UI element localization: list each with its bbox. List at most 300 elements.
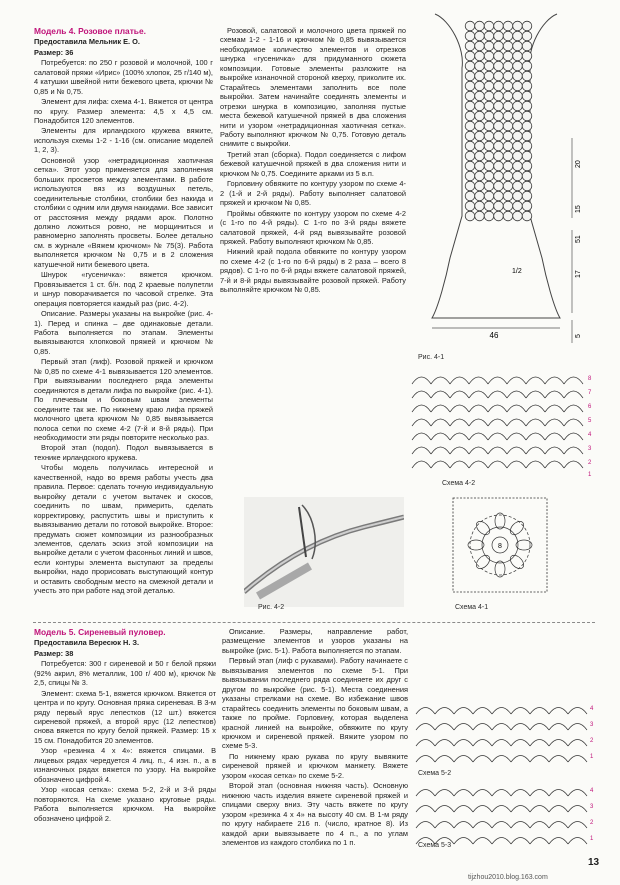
scheme-arch [568,806,587,813]
scheme-arch [473,724,492,731]
pattern-element-circle [503,201,513,211]
pattern-element-circle [503,131,513,141]
scheme-arch [507,433,526,440]
scheme-arch [488,405,507,412]
svg-text:3: 3 [588,446,592,452]
scheme-arch [568,790,587,797]
pattern-element-circle [475,161,485,171]
pattern-element-circle [475,111,485,121]
scheme-arch [412,405,431,412]
pattern-element-circle [484,171,494,181]
pattern-element-circle [513,141,523,151]
pattern-element-circle [494,101,504,111]
scheme-arch [564,391,583,398]
model4-neckline: Горловину обвяжите по контуру узором по схеме 4-2 (1-й и 2-й ряды). Работу выполняет салатовой пряжей и крючком № 0,85. [220,179,406,208]
model5-rib: Узор «резинка 4 х 4»: вяжется спицами. В лицевых рядах чередуется 4 лиц. п., 4 изн. п., а в изнаночных рядах вяжется по узору. На выкройке обозначено цифрой 4. [34,746,216,784]
model4-materials: Потребуется: по 250 г розовой и молочной, 100 г салатовой пряжи «Ирис» (100% хлопок, 25 г/140 м), 4 катушки швейной нити бежевого цвета, крючки № 0,85 и № 0,75. [34,58,213,96]
model4-stage2: Второй этап (подол). Подол вывязывается в технике ирландского кружева. [34,443,213,462]
svg-text:5: 5 [588,418,592,424]
scheme-petal [468,540,484,550]
scheme-arch [435,724,454,731]
scheme-petal [474,553,492,571]
pattern-element-circle [465,101,475,111]
scheme-arch [549,724,568,731]
pattern-element-circle [503,51,513,61]
scheme-arch [454,790,473,797]
scheme-arch [568,740,587,747]
scheme-arch [450,405,469,412]
pattern-element-circle [465,81,475,91]
scheme-arch [507,391,526,398]
svg-text:7: 7 [588,390,592,396]
scheme-4-2 [408,366,598,481]
scheme-arch [416,806,435,813]
scheme-arch [511,756,530,763]
scheme-arch [530,756,549,763]
pattern-element-circle [513,151,523,161]
scheme-arch [545,405,564,412]
scheme-arch [469,447,488,454]
pattern-element-circle [503,101,513,111]
scheme-arch [530,838,549,845]
pattern-element-circle [494,111,504,121]
pattern-element-circle [513,31,523,41]
pattern-element-circle [475,191,485,201]
pattern-element-circle [522,141,532,151]
scheme-arch [545,377,564,384]
pattern-element-circle [475,71,485,81]
scheme-arch [469,419,488,426]
pattern-element-circle [465,31,475,41]
scheme-petal [508,519,526,537]
pattern-element-circle [475,51,485,61]
pattern-element-circle [484,61,494,71]
pattern-element-circle [513,181,523,191]
scheme-arch [435,708,454,715]
pattern-element-circle [513,91,523,101]
pattern-element-circle [513,111,523,121]
pattern-element-circle [484,121,494,131]
pattern-element-circle [522,21,532,31]
pattern-element-circle [522,101,532,111]
pattern-element-circle [513,191,523,201]
pattern-element-circle [484,211,494,221]
scheme-petal [516,540,532,550]
scheme-arch [545,419,564,426]
caption-scheme-5-3: Схема 5-3 [418,842,452,849]
pattern-element-circle [522,91,532,101]
scheme-arch [511,724,530,731]
pattern-element-circle [503,31,513,41]
svg-text:4: 4 [590,788,594,794]
svg-text:2: 2 [590,738,594,744]
pattern-element-circle [484,191,494,201]
pattern-element-circle [484,131,494,141]
pattern-element-circle [475,151,485,161]
model4-stage2-composition: Розовой, салатовой и молочного цвета пряжей по схемам 1-2 - 1-16 и крючком № 0,85 вывязывается необходимое количество элементов и отрезков шнурка «гусеничка» для придуманного сюжета композиции. Готовые элементы разложите на выкройке изнаночной стороной кверху, приколите их. Старайтесь элементами заполнить все поле выкройки. Затем начинайте соединять элементы и отрезки шнурка в композицию, заполняя пустые места бежевой катушечной пряжей в два сложения нити и узором «нетрадиционная хаотичная сетка». Работу выполняют крючком № 0,75. Готовую деталь снимите с выкройки. [220,26,406,149]
pattern-element-circle [494,131,504,141]
scheme-arch [473,790,492,797]
model4-stage3: Третий этап (сборка). Подол соединяется с лифом бежевой катушечной пряжей в два сложения нити и крючком № 0,75. Соедините арками из 5 в.п. [220,149,406,178]
pattern-dim-15: 15 [575,205,582,213]
scheme-arch [526,391,545,398]
scheme-arch [416,740,435,747]
scheme-arch [450,419,469,426]
scheme-arch [454,756,473,763]
scheme-petal [495,513,505,529]
caption-fig-4-2: Рис. 4-2 [258,604,285,611]
pattern-element-circle [522,181,532,191]
pattern-element-circle [475,31,485,41]
pattern-element-circle [465,61,475,71]
scheme-arch [435,740,454,747]
svg-text:3: 3 [590,722,594,728]
scheme-arch [526,461,545,468]
pattern-element-circle [465,21,475,31]
scheme-arch [511,708,530,715]
pattern-element-circle [522,41,532,51]
scheme-arch [530,822,549,829]
pattern-element-circle [465,141,475,151]
pattern-element-circle [494,161,504,171]
scheme-arch [488,461,507,468]
pattern-element-circle [475,131,485,141]
pattern-element-circle [465,91,475,101]
pattern-element-circle [513,201,523,211]
scheme-arch [526,405,545,412]
model4-stage2-rules: Чтобы модель получилась интересной и качественной, надо во время работы учесть два правила. Первое: сделать точную индивидуальную выкройку детали с учетом вытачек и скосов, соединить по швам, примерить, сделать корректировку, распустить швы и приступить к вывязыванию детали по готовой выкройке. Второе: предумать сюжет композиции из разнообразных элементов, сделать эскиз этой композиции на выкройке детали с учетом фасонных линий и швов, если контуры элемента выступают за пределы выкройки, надо прорисовать выступающий контур и оставить свободным место на смежной детали и учесть это при работе над этой деталью. [34,463,213,596]
scheme-arch [511,790,530,797]
pattern-dim-5: 5 [575,334,582,338]
scheme-arch [530,790,549,797]
pattern-element-circle [494,71,504,81]
pattern-element-circle [484,21,494,31]
pattern-element-circle [494,31,504,41]
scheme-arch [450,461,469,468]
model4-hem: Нижний край подола обвяжите по контуру узором по схеме 4-2 (с 1-го по 6-й ряды) в 2 раза – всего 8 рядов). С 1-го по 6-й ряды вяжете салатовой пряжей, 7-й и 8-й ряды вывязывайте розовой пряжей. Работу выполняйте крючком № 0,85. [220,247,406,295]
scheme-arch [412,433,431,440]
scheme-arch [412,461,431,468]
pattern-element-circle [513,61,523,71]
pattern-element-circle [503,111,513,121]
pattern-element-circle [475,101,485,111]
pattern-element-circle [465,181,475,191]
pattern-element-circle [484,151,494,161]
scheme-center-label: 8 [498,543,502,550]
pattern-element-circle [513,121,523,131]
scheme-arch [549,708,568,715]
pattern-element-circle [522,211,532,221]
scheme-arch [507,377,526,384]
pattern-dim-17: 17 [575,270,582,278]
pattern-element-circle [503,81,513,91]
scheme-arch [511,838,530,845]
pattern-element-circle [475,91,485,101]
pattern-element-circle [475,211,485,221]
scheme-arch [469,377,488,384]
svg-text:3: 3 [590,804,594,810]
scheme-arch [473,740,492,747]
scheme-arch [488,447,507,454]
pattern-element-circle [465,131,475,141]
pattern-element-circle [513,161,523,171]
model5-net: Узор «косая сетка»: схема 5-2, 2-й и 3-й ряды повторяются. На схеме указано круговые ряды. Работа выполняется крючком. На выкройке обозначено цифрой 2. [34,785,216,823]
pattern-element-circle [522,131,532,141]
pattern-element-circle [494,151,504,161]
pattern-element-circle [494,191,504,201]
scheme-arch [412,419,431,426]
pattern-element-circle [503,61,513,71]
scheme-arch [469,461,488,468]
scheme-arch [454,708,473,715]
scheme-arch [530,708,549,715]
scheme-5-2 [412,698,602,768]
model4-stage1: Первый этап (лиф). Розовой пряжей и крючком № 0,85 по схеме 4-1 вывязывается 120 элементов. При вывязывании последнего ряда элементы соединяются в детали лифа по выкройке (рис. 4-1). По плечевым и боковым швам элементы соедините так же. По нижнему краю лифа пряжей молочного цвета крючком № 0,85 вывязывается полоса сетки по схеме 4-2 (7-й и 8-й ряды). При необходимости эти ряды повторите несколько раз. [34,357,213,442]
model5-element: Элемент: схема 5-1, вяжется крючком. Вяжется от центра и по кругу. Основная пряжа сиреневая. В 3-м ряду первый ярус лепестков (12 шт.) вяжется сиреневой пряжей, а второй ярус (12 лепестков) снова вяжется по кругу белой пряжей. Размер: 15 х 15 см. Понадобится 20 элементов. [34,688,216,745]
scheme-arch [488,391,507,398]
pattern-element-circle [503,121,513,131]
pattern-element-circle [484,161,494,171]
dress-pattern [410,8,610,368]
model5-stage1: Первый этап (лиф с рукавами). Работу начинаете с вывязывания элементов по схеме 5-1. При вывязывании последнего ряда соединяете их друг с другом по выкройке (рис. 5-1). Места соединения указаны стрелками на схеме. Во избежание швов старайтесь соединить элементы по боковым швам, а также по пройме. Горловину, которая выделена красной линией на выкройке, обвяжите по кругу крючком и сиреневой пряжей. Вяжите узором по схеме 5-3. [222,656,408,751]
pattern-element-circle [465,201,475,211]
scheme-arch [549,790,568,797]
scheme-arch [549,756,568,763]
scheme-arch [454,806,473,813]
scheme-arch [492,790,511,797]
section-divider [33,622,595,623]
model5-cuff: По нижнему краю рукава по кругу вывяжите сиреневой пряжей и крючком манжету. Вяжете узором «косая сетка» по схеме 5-2. [222,751,408,780]
scheme-arch [488,377,507,384]
pattern-element-circle [465,171,475,181]
scheme-arch [564,419,583,426]
pattern-element-circle [494,41,504,51]
pattern-element-circle [513,41,523,51]
pattern-element-circle [475,141,485,151]
pattern-element-circle [522,51,532,61]
scheme-petal [508,553,526,571]
scheme-arch [492,838,511,845]
scheme-arch [530,724,549,731]
pattern-element-circle [503,91,513,101]
scheme-arch [511,806,530,813]
scheme-arch [450,447,469,454]
model5-column-1 [34,627,216,824]
scheme-arch [545,461,564,468]
pattern-element-circle [522,61,532,71]
pattern-dim-20: 20 [575,160,582,168]
pattern-element-circle [494,121,504,131]
pattern-element-circle [513,71,523,81]
pattern-element-circle [494,211,504,221]
pattern-element-circle [494,61,504,71]
svg-text:1: 1 [590,836,594,842]
scheme-arch [511,822,530,829]
scheme-arch [507,447,526,454]
pattern-element-circle [465,211,475,221]
pattern-element-circle [465,151,475,161]
scheme-arch [549,740,568,747]
scheme-arch [492,756,511,763]
scheme-arch [473,838,492,845]
svg-text:4: 4 [588,432,592,438]
scheme-arch [412,377,431,384]
pattern-element-circle [522,31,532,41]
pattern-dim-51: 51 [575,235,582,243]
pattern-element-circle [475,121,485,131]
scheme-arch [564,433,583,440]
scheme-arch [473,756,492,763]
scheme-arch [435,806,454,813]
model4-title: Модель 4. Розовое платье. [34,26,146,36]
pattern-element-circle [484,111,494,121]
model4-armholes: Проймы обвяжите по контуру узором по схеме 4-2 (с 1-го по 4-й ряды). С 1-го по 3-й ряды вяжете салатовой пряжей, 4-й ряд вывязывайте розовой пряжей. Работу выполняют крючком № 0,85. [220,208,406,246]
model5-size: Размер: 38 [34,648,74,658]
pattern-element-circle [484,201,494,211]
pattern-element-circle [513,51,523,61]
pattern-element-circle [522,171,532,181]
model5-description: Описание. Размеры, направление работ, размещение элементов и узоров указаны на выкройке (рис. 5-1). Работа выполняется по этапам. [222,627,408,655]
pattern-element-circle [475,171,485,181]
caption-scheme-4-1: Схема 4-1 [455,604,489,611]
pattern-element-circle [494,51,504,61]
scheme-arch [435,756,454,763]
scheme-arch [469,433,488,440]
scheme-arch [431,377,450,384]
scheme-arch [454,822,473,829]
model4-size: Размер: 36 [34,47,74,57]
pattern-element-circle [484,31,494,41]
pattern-element-circle [475,21,485,31]
model5-stage2: Второй этап (основная нижняя часть). Основную нижнюю часть изделия вяжете сиреневой пряжей и спицами сверху вниз. Эту часть вяжете по кругу узором «резинка 4 х 4» на высоту 40 см. В 1-м ряду по кругу набираете 216 п. (число, кратное 8). Из каждой арки вывязываете по 4 п., а по углам элементов из каждого столбика по 1 п. [222,781,408,847]
pattern-element-circle [503,181,513,191]
scheme-arch [416,756,435,763]
pattern-element-circle [494,81,504,91]
model4-element: Элемент для лифа: схема 4-1. Вяжется от центра по кругу. Размер элемента: 4,5 х 4,5 см. Понадобится 120 элементов. [34,97,213,126]
model5-column-2 [222,627,408,848]
pattern-element-circle [494,201,504,211]
pattern-element-circle [465,51,475,61]
scheme-arch [492,822,511,829]
scheme-arch [412,447,431,454]
pattern-element-circle [465,71,475,81]
model4-column-2 [220,26,406,296]
scheme-arch [530,806,549,813]
pattern-element-circle [494,91,504,101]
pattern-element-circle [513,81,523,91]
pattern-element-circle [522,71,532,81]
scheme-arch [412,391,431,398]
svg-text:4: 4 [590,706,594,712]
pattern-element-circle [522,111,532,121]
svg-text:2: 2 [590,820,594,826]
scheme-arch [564,405,583,412]
scheme-arch [568,822,587,829]
model4-irish: Элементы для ирландского кружева вяжите, используя схемы 1-2 - 1-16 (см. описание моделей 1, 2, 3). [34,126,213,155]
scheme-arch [568,838,587,845]
scheme-4-1 [450,495,550,595]
scheme-arch [530,740,549,747]
pattern-element-circle [503,21,513,31]
pattern-element-circle [503,151,513,161]
model4-description: Описание. Размеры указаны на выкройке (рис. 4-1). Перед и спинка – две одинаковые детали. Работа выполняется по этапам. Элементы вывязываются хлопковой пряжей и крючком № 0,85. [34,309,213,356]
pattern-element-circle [465,191,475,201]
pattern-element-circle [522,81,532,91]
pattern-element-circle [522,161,532,171]
scheme-arch [416,822,435,829]
pattern-element-circle [503,161,513,171]
pattern-element-circle [503,171,513,181]
pattern-element-circle [475,181,485,191]
model5-title: Модель 5. Сиреневый пуловер. [34,627,166,637]
pattern-element-circle [484,51,494,61]
scheme-arch [435,790,454,797]
pattern-element-circle [475,61,485,71]
pattern-element-circle [494,21,504,31]
scheme-arch [450,391,469,398]
pattern-element-circle [494,141,504,151]
scheme-arch [526,447,545,454]
scheme-arch [431,405,450,412]
scheme-petal [474,519,492,537]
pattern-element-circle [503,211,513,221]
caption-scheme-5-2: Схема 5-2 [418,770,452,777]
pattern-element-circle [503,191,513,201]
svg-text:2: 2 [588,460,592,466]
scheme-arch [431,461,450,468]
pattern-element-circle [484,141,494,151]
pattern-element-circle [475,81,485,91]
model4-mesh: Основной узор «нетрадиционная хаотичная сетка». Этот узор применяется для заполнения больших просветов между элементами. В работе используются вяз из воздушных петель, соединительные столбики, столбики без накида и столбики с одним или двумя накидами. Все зависит от расстояния между рядами арок. Полотно должно ложиться ровно, не морщиниться и равномерно заполнять просветы. Более детально см. в журнале «Вяжем крючком» № 75(3). Работа выполняется крючком № 0,75 и в 2 сложения катушечной нити бежевого цвета. [34,155,213,269]
page-number: 13 [588,857,600,868]
scheme-arch [492,724,511,731]
scheme-arch [431,419,450,426]
model4-author: Предоставила Мельник Е. О. [34,37,140,47]
pattern-element-circle [513,171,523,181]
scheme-arch [507,419,526,426]
source-watermark: tijzhou2010.blog.163.com [468,874,548,881]
scheme-arch [431,433,450,440]
caption-fig-4-1: Рис. 4-1 [418,354,445,361]
scheme-arch [511,740,530,747]
scheme-arch [526,433,545,440]
scheme-arch [564,461,583,468]
pattern-half-label: 1/2 [512,268,522,275]
pattern-element-circle [513,21,523,31]
scheme-arch [545,391,564,398]
scheme-arch [549,806,568,813]
pattern-element-circle [484,71,494,81]
pattern-width-46: 46 [489,331,499,340]
pattern-element-circle [475,41,485,51]
scheme-petal [495,561,505,577]
scheme-arch [431,447,450,454]
scheme-arch [568,724,587,731]
scheme-arch [473,806,492,813]
scheme-arch [492,740,511,747]
svg-text:6: 6 [588,404,592,410]
scheme-arch [526,377,545,384]
pattern-element-circle [522,121,532,131]
pattern-element-circle [522,191,532,201]
pattern-element-circle [494,181,504,191]
pattern-element-circle [513,131,523,141]
pattern-element-circle [465,41,475,51]
photo-caterpillar-cord [244,497,404,607]
scheme-arch [492,708,511,715]
scheme-arch [549,822,568,829]
pattern-element-circle [503,71,513,81]
